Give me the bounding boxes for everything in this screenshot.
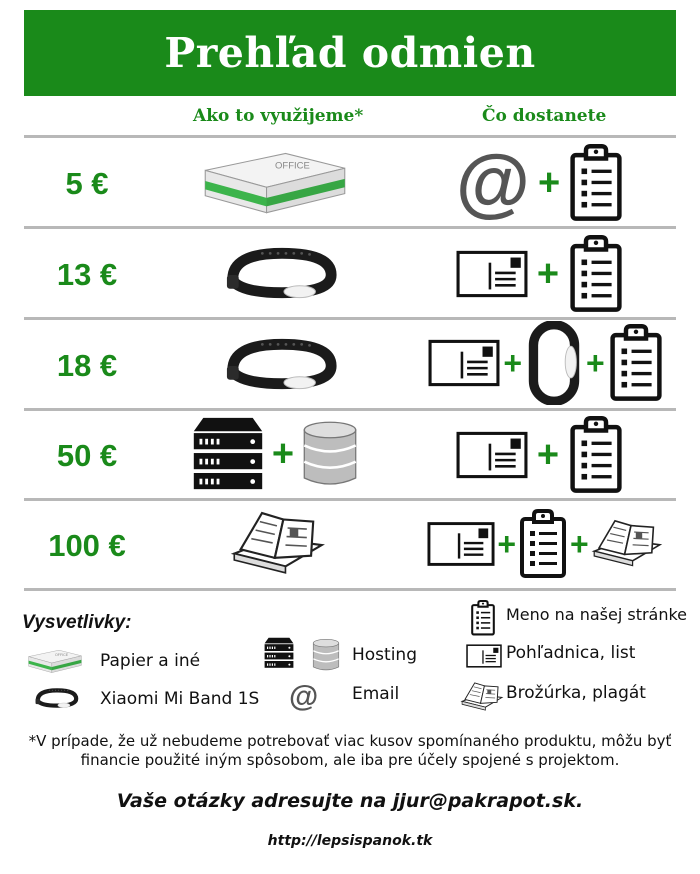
website-url[interactable]: http://lepsispanok.tk (267, 833, 433, 849)
plus-sign: + (586, 345, 605, 381)
database-icon (311, 638, 341, 672)
clipboard-icon (568, 144, 624, 222)
server-icon (263, 636, 295, 670)
legend-title: Vysvetlivky: (22, 612, 132, 633)
postcard-icon (427, 521, 495, 567)
contact-line: Vaše otázky adresujte na jjur@pakrapot.sk. (116, 790, 584, 812)
footnote: *V prípade, že už nebudeme potrebovať viac kusov spomínaného produktu, môžu byť financie použité iným spôsobom, ale iba pre účely spojené s projektom. (28, 732, 672, 769)
legend-brochure: Brožúrka, plagát (506, 683, 646, 703)
plus-sign: + (497, 526, 516, 562)
tier-price: 50 € (56, 438, 118, 473)
clipboard-icon (568, 235, 624, 313)
legend-postcard: Pohľadnica, list (506, 643, 636, 663)
server-icon (190, 415, 266, 493)
clipboard-icon (470, 600, 496, 636)
fitness-band-icon (34, 684, 80, 712)
email-at-icon: @ (289, 680, 319, 713)
plus-sign: + (536, 253, 560, 295)
paper-box-icon (24, 647, 86, 675)
fitness-band-icon (223, 237, 341, 309)
clipboard-icon (568, 416, 624, 494)
legend-band: Xiaomi Mi Band 1S (100, 689, 260, 709)
divider (24, 588, 676, 591)
plus-sign: + (537, 162, 561, 204)
plus-sign: + (503, 345, 522, 381)
tier-price: 5 € (65, 166, 109, 201)
legend-name: Meno na našej stránke (506, 605, 688, 624)
column-header-usage: Ako to využijeme* (193, 106, 364, 126)
column-header-reward: Čo dostanete (482, 106, 607, 126)
tier-price: 13 € (56, 257, 118, 292)
plus-sign: + (570, 526, 589, 562)
paper-box-icon (201, 145, 349, 219)
brochure-icon (591, 514, 663, 574)
tier-price: 100 € (48, 528, 126, 563)
legend-hosting: Hosting (352, 645, 417, 665)
tier-usage (222, 324, 342, 404)
tier-reward (414, 504, 676, 584)
divider (24, 498, 676, 501)
tier-price: 18 € (56, 348, 118, 383)
postcard-icon (428, 339, 500, 387)
clipboard-icon (518, 509, 568, 579)
clipboard-icon (608, 324, 664, 402)
brochure-icon (230, 506, 326, 582)
tier-usage (222, 233, 342, 313)
postcard-icon (456, 431, 528, 479)
fitness-band-icon (223, 328, 341, 400)
legend-email: Email (352, 684, 400, 704)
tier-usage (185, 413, 365, 495)
page-title: Prehľad odmien (164, 29, 536, 77)
plus-sign: + (536, 434, 560, 476)
tier-reward (445, 413, 635, 497)
postcard-icon (456, 250, 528, 298)
brochure-icon (460, 680, 504, 714)
tier-reward (414, 320, 678, 406)
plus-sign: + (271, 433, 295, 475)
header-banner (24, 10, 676, 96)
database-icon (300, 419, 360, 489)
legend-paper: Papier a iné (100, 651, 201, 671)
divider (24, 408, 676, 411)
divider (24, 226, 676, 229)
tier-reward (445, 232, 635, 316)
fitness-band-icon (525, 321, 583, 405)
postcard-icon (466, 644, 502, 668)
tier-usage (200, 145, 350, 219)
email-at-icon: @ (455, 140, 530, 225)
divider (24, 135, 676, 138)
tier-reward (440, 142, 640, 224)
tier-usage (228, 504, 328, 584)
